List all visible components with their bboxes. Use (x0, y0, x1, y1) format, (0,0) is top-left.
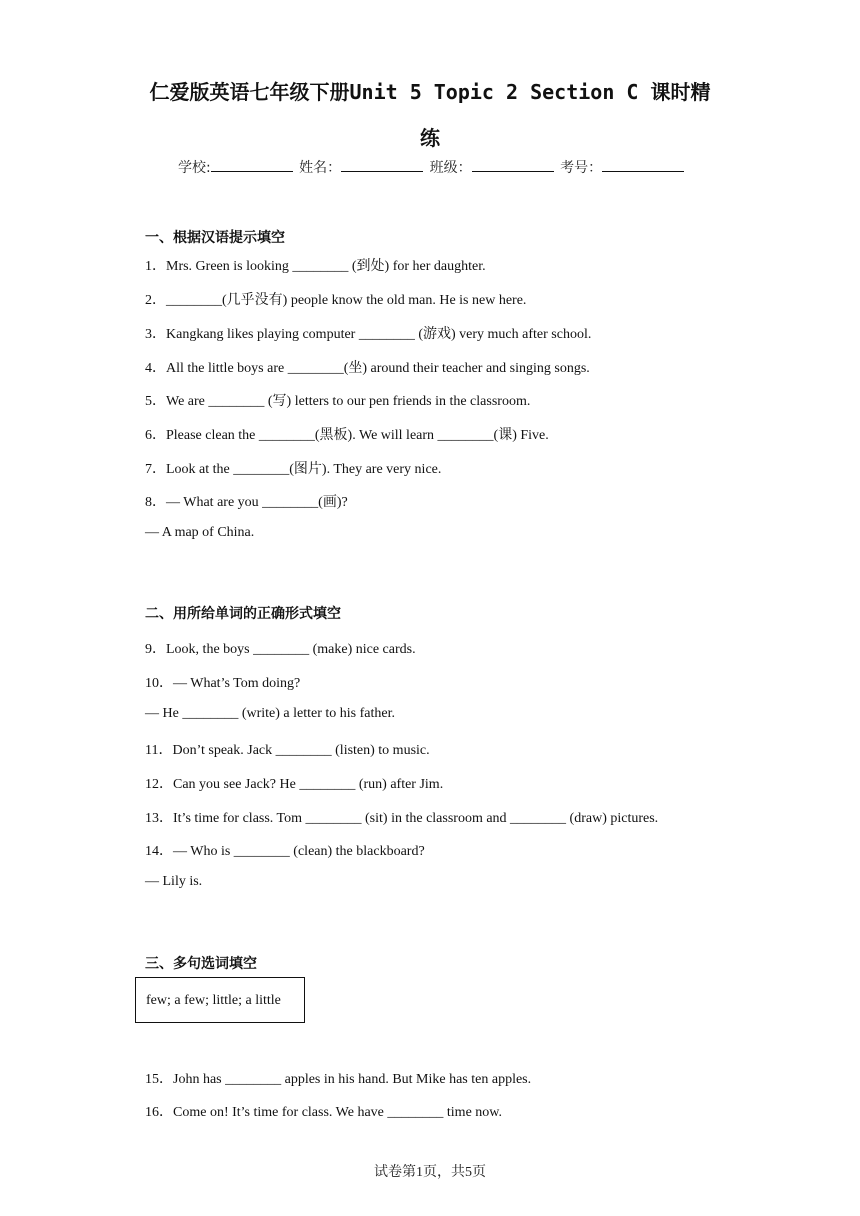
question-line: 9．Look, the boys ________ (make) nice cards. (145, 642, 416, 657)
section-heading: 二、用所给单词的正确形式填空 (145, 606, 341, 622)
answer-line: — Lily is. (145, 874, 203, 889)
page-title-continued: 练 (420, 126, 440, 150)
question-line: 6．Please clean the ________(黑板). We will learn ________(课) Five. (145, 428, 549, 443)
word-bank-box: few; a few; little; a little (135, 977, 305, 1023)
page-title: 仁爱版英语七年级下册Unit 5 Topic 2 Section C 课时精 (149, 80, 711, 104)
question-line: 15．John has ________ apples in his hand. But Mike has ten apples. (145, 1072, 532, 1087)
page-footer: 试卷第1页，共5页 (374, 1165, 486, 1180)
class-blank[interactable] (472, 157, 554, 172)
section-heading: 一、根据汉语提示填空 (145, 230, 285, 246)
question-line: 5．We are ________ (写) letters to our pen friends in the classroom. (145, 394, 531, 409)
name-label: 姓名： (299, 160, 342, 176)
question-line: 1．Mrs. Green is looking ________ (到处) for her daughter. (145, 259, 486, 274)
question-line: 16．Come on! It’s time for class. We have ________ time now. (145, 1105, 502, 1120)
question-line: 2．________(几乎没有) people know the old man. He is new here. (145, 293, 527, 308)
school-blank[interactable] (211, 157, 293, 172)
question-line: 10．— What’s Tom doing? (145, 676, 301, 691)
question-line: 7．Look at the ________(图片). They are very nice. (145, 462, 442, 477)
school-label: 学校: (178, 160, 211, 176)
exam-number-blank[interactable] (602, 157, 684, 172)
question-line: 4．All the little boys are ________(坐) around their teacher and singing songs. (145, 361, 590, 376)
student-info-row (178, 157, 686, 177)
question-line: 3．Kangkang likes playing computer ________ (游戏) very much after school. (145, 327, 592, 342)
question-line: 12．Can you see Jack? He ________ (run) after Jim. (145, 777, 444, 792)
question-line: 8．— What are you ________(画)? (145, 495, 348, 510)
answer-line: — A map of China. (145, 525, 255, 540)
exam-number-label: 考号： (560, 160, 603, 176)
name-blank[interactable] (341, 157, 423, 172)
class-label: 班级： (429, 160, 472, 176)
question-line: 14．— Who is ________ (clean) the blackboard? (145, 844, 425, 859)
question-line: 13．It’s time for class. Tom ________ (sit) in the classroom and ________ (draw) pictures. (145, 811, 659, 826)
answer-line: — He ________ (write) a letter to his father. (145, 706, 395, 721)
section-heading: 三、多句选词填空 (145, 956, 257, 972)
question-line: 11．Don’t speak. Jack ________ (listen) to music. (145, 743, 430, 758)
